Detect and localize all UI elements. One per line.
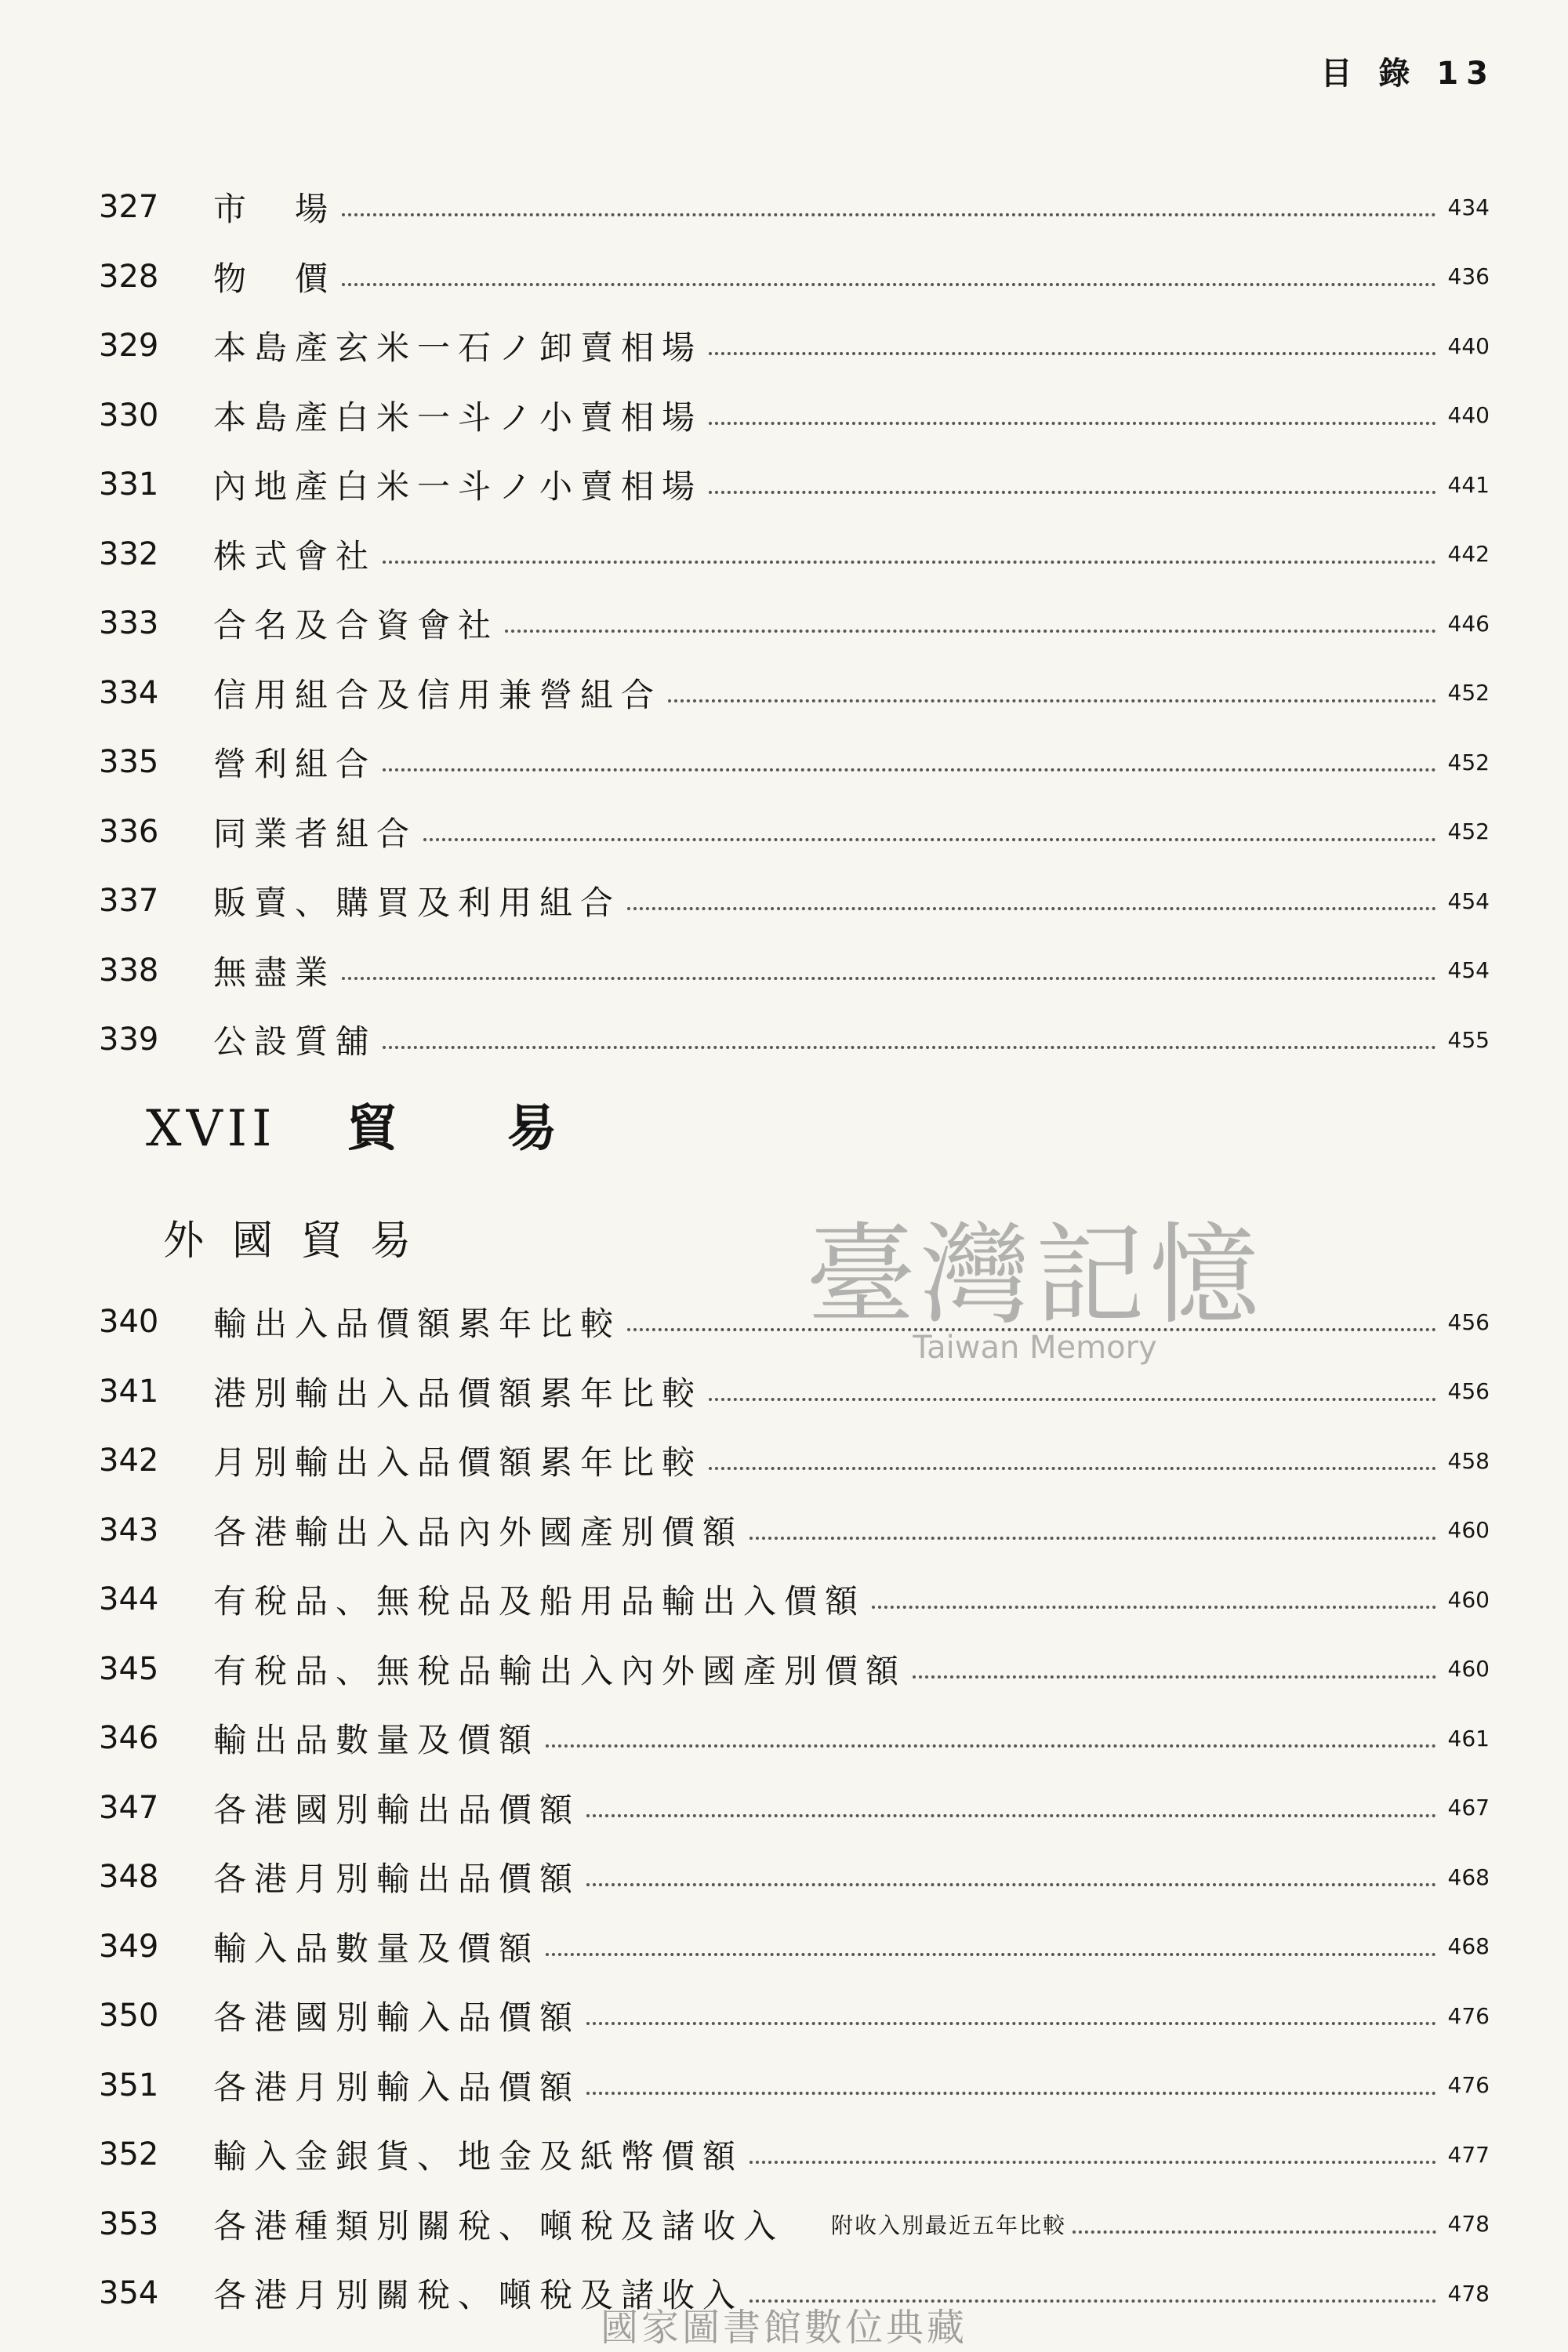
- chapter-number: XVII: [146, 1100, 277, 1158]
- toc-entry: [0, 1784, 1568, 1831]
- entry-title: 各港月別輸入品價額: [213, 2067, 581, 2107]
- entry-number: 353: [99, 2205, 159, 2242]
- dot-leader: [586, 2022, 1436, 2025]
- toc-entry: [0, 1992, 1568, 2039]
- toc-entry: [0, 2062, 1568, 2109]
- entry-page-number: 454: [1447, 957, 1490, 983]
- toc-entry: [0, 1923, 1568, 1970]
- entry-number: 335: [99, 744, 159, 780]
- entry-title-area: [213, 322, 1490, 369]
- entry-title: 有稅品、無稅品輸出入內外國產別價額: [213, 1651, 907, 1690]
- dot-leader: [1073, 2230, 1436, 2234]
- toc-entry: [0, 1715, 1568, 1762]
- entry-title: 販賣、購買及利用組合: [213, 884, 622, 922]
- entry-title-area: [213, 2131, 1490, 2178]
- entry-title: 無盡業: [213, 953, 336, 992]
- entry-title: 營利組合: [213, 745, 377, 783]
- toc-entry: [0, 1507, 1568, 1554]
- entry-page-number: 456: [1447, 1378, 1490, 1404]
- toc-entry: [0, 1853, 1568, 1900]
- dot-leader: [913, 1675, 1436, 1679]
- entry-title-area: [213, 1992, 1490, 2039]
- entry-title-area: [213, 877, 1490, 924]
- dot-leader: [709, 491, 1436, 494]
- entry-title-area: [213, 670, 1490, 717]
- toc-entry: [0, 947, 1568, 994]
- entry-page-number: 476: [1447, 2002, 1490, 2029]
- entry-number: 329: [99, 328, 159, 364]
- entry-page-number: 461: [1447, 1725, 1490, 1751]
- entry-page-number: 467: [1447, 1795, 1490, 1820]
- entry-page-number: 436: [1447, 263, 1490, 289]
- entry-number: 341: [99, 1373, 159, 1410]
- toc-entry: [0, 808, 1568, 855]
- entry-title: 信用組合及信用兼營組合: [213, 675, 662, 714]
- entry-number: 330: [99, 397, 159, 434]
- toc-entry: [0, 461, 1568, 508]
- entry-number: 331: [99, 466, 159, 503]
- entry-title: 港別輸出入品價額累年比較: [213, 1374, 703, 1413]
- entry-title-area: [213, 253, 1490, 300]
- toc-entry: [0, 877, 1568, 924]
- dot-leader: [627, 1328, 1436, 1331]
- entry-title-area: [213, 1016, 1490, 1063]
- entry-title: 輸出品數量及價額: [213, 1721, 540, 1759]
- entry-page-number: 440: [1447, 332, 1490, 359]
- entry-title-area: [213, 1576, 1490, 1623]
- entry-title: 公設質舖: [213, 1022, 377, 1061]
- entry-title-area: [213, 1784, 1490, 1831]
- entry-page-number: 440: [1447, 402, 1490, 428]
- dot-leader: [423, 838, 1436, 841]
- entry-title-area: [213, 2201, 1490, 2248]
- entry-title: 各港種類別關稅、噸稅及諸收入: [213, 2206, 785, 2245]
- dot-leader: [586, 1814, 1436, 1817]
- toc-entry: [0, 253, 1568, 300]
- entry-number: 345: [99, 1650, 159, 1687]
- entry-page-number: 454: [1447, 887, 1490, 914]
- entry-page-number: 434: [1447, 194, 1490, 220]
- entry-title-area: [213, 947, 1490, 994]
- dot-leader: [586, 1883, 1436, 1886]
- entry-title-area: [213, 808, 1490, 855]
- entry-number: 354: [99, 2275, 159, 2311]
- page-header: 目 錄 13: [1320, 56, 1496, 92]
- entry-title-area: [213, 1507, 1490, 1554]
- dot-leader: [750, 1537, 1436, 1540]
- entry-title-area: [213, 1437, 1490, 1484]
- dot-leader: [709, 352, 1436, 355]
- toc-entry: [0, 670, 1568, 717]
- entry-title-area: [213, 531, 1490, 578]
- toc-entry: [0, 1298, 1568, 1345]
- entry-page-number: 452: [1447, 818, 1490, 844]
- dot-leader: [505, 630, 1436, 633]
- entry-title-area: [213, 183, 1490, 230]
- toc-entry: [0, 2131, 1568, 2178]
- entry-title-area: [213, 1715, 1490, 1762]
- chapter-heading: [146, 1088, 666, 1160]
- watermark-cn: 臺灣記憶: [805, 1212, 1264, 1340]
- entry-page-number: 452: [1447, 680, 1490, 706]
- toc-entry: [0, 392, 1568, 439]
- toc-entry: [0, 1437, 1568, 1484]
- entry-number: 350: [99, 1998, 159, 2034]
- dot-leader: [750, 2161, 1436, 2164]
- entry-page-number: 468: [1447, 1933, 1490, 1959]
- entry-number: 349: [99, 1928, 159, 1965]
- entry-number: 342: [99, 1443, 159, 1479]
- entry-page-number: 446: [1447, 610, 1490, 637]
- entry-title: 各港國別輸入品價額: [213, 1998, 581, 2037]
- toc-entry: [0, 739, 1568, 786]
- dot-leader: [709, 1398, 1436, 1401]
- entry-number: 336: [99, 813, 159, 850]
- entry-title-area: [213, 1646, 1490, 1693]
- entry-title-area: [213, 739, 1490, 786]
- entry-title-area: [213, 600, 1490, 647]
- toc-entry: [0, 2201, 1568, 2248]
- dot-leader: [546, 1953, 1436, 1956]
- watermark-en: Taiwan Memory: [913, 1330, 1157, 1366]
- toc-entry: [0, 1368, 1568, 1415]
- entry-title: 各港國別輸出品價額: [213, 1790, 581, 1829]
- entry-title: 輸出入品價額累年比較: [213, 1305, 622, 1343]
- entry-title: 本島產白米一斗ノ小賣相場: [213, 397, 703, 437]
- entry-number: 327: [99, 189, 159, 225]
- entry-number: 339: [99, 1022, 159, 1058]
- entry-number: 346: [99, 1720, 159, 1756]
- entry-title: 同業者組合: [213, 814, 418, 853]
- entry-title: 合名及合資會社: [213, 606, 499, 644]
- entry-page-number: 458: [1447, 1447, 1490, 1474]
- entry-number: 351: [99, 2067, 159, 2103]
- entry-note: 附收入別最近五年比較: [831, 2212, 1067, 2238]
- dot-leader: [342, 977, 1436, 980]
- entry-number: 338: [99, 952, 159, 989]
- entry-title-area: [213, 392, 1490, 439]
- entry-page-number: 460: [1447, 1586, 1490, 1613]
- footer-watermark: 國家圖書館數位典藏: [600, 2306, 967, 2350]
- entry-page-number: 476: [1447, 2072, 1490, 2098]
- entry-title-area: [213, 1368, 1490, 1415]
- dot-leader: [342, 283, 1436, 286]
- entry-number: 332: [99, 535, 159, 572]
- toc-entry: [0, 531, 1568, 578]
- dot-leader: [383, 768, 1436, 771]
- entry-title-area: [213, 1853, 1490, 1900]
- entry-page-number: 452: [1447, 749, 1490, 775]
- entry-title: 市 場: [213, 190, 336, 228]
- entry-title: 內地產白米一斗ノ小賣相場: [213, 467, 703, 506]
- entry-title: 輸入品數量及價額: [213, 1929, 540, 1968]
- entry-number: 337: [99, 883, 159, 919]
- dot-leader: [383, 561, 1436, 564]
- entry-number: 333: [99, 605, 159, 641]
- dot-leader: [709, 422, 1436, 425]
- entry-title-area: [213, 1923, 1490, 1970]
- entry-number: 343: [99, 1512, 159, 1548]
- entry-number: 344: [99, 1581, 159, 1617]
- dot-leader: [383, 1046, 1436, 1049]
- dot-leader: [342, 213, 1436, 216]
- entry-page-number: 456: [1447, 1308, 1490, 1335]
- dot-leader: [627, 907, 1436, 910]
- entry-number: 334: [99, 674, 159, 711]
- entry-page-number: 460: [1447, 1656, 1490, 1682]
- entry-page-number: 441: [1447, 471, 1490, 498]
- entry-title-area: [213, 2062, 1490, 2109]
- dot-leader: [709, 1467, 1436, 1470]
- entry-title: 月別輸出入品價額累年比較: [213, 1443, 703, 1482]
- toc-entry: [0, 1576, 1568, 1623]
- entry-title: 株式會社: [213, 536, 377, 575]
- entry-title-area: [213, 1298, 1490, 1345]
- toc-entry: [0, 600, 1568, 647]
- dot-leader: [586, 2092, 1436, 2095]
- entry-page-number: 478: [1447, 2280, 1490, 2307]
- chapter-title: 貿易: [347, 1099, 667, 1158]
- entry-page-number: 460: [1447, 1517, 1490, 1543]
- entry-page-number: 477: [1447, 2141, 1490, 2168]
- subsection-heading: 外國貿易: [163, 1218, 440, 1265]
- dot-leader: [668, 699, 1436, 702]
- toc-entry: [0, 183, 1568, 230]
- toc-entry: [0, 322, 1568, 369]
- entry-title: 各港月別關稅、噸稅及諸收入: [213, 2276, 744, 2314]
- entry-title: 有稅品、無稅品及船用品輸出入價額: [213, 1582, 866, 1621]
- entry-page-number: 442: [1447, 541, 1490, 567]
- entry-number: 352: [99, 2136, 159, 2172]
- entry-number: 348: [99, 1859, 159, 1895]
- toc-entry: [0, 1016, 1568, 1063]
- entry-title: 本島產玄米一石ノ卸賣相場: [213, 328, 703, 367]
- entry-title: 物 價: [213, 259, 336, 298]
- dot-leader: [546, 1744, 1436, 1748]
- dot-leader: [872, 1606, 1436, 1609]
- entry-number: 328: [99, 258, 159, 295]
- entry-title: 各港輸出入品內外國產別價額: [213, 1512, 744, 1552]
- entry-number: 340: [99, 1304, 159, 1340]
- entry-page-number: 478: [1447, 2211, 1490, 2237]
- entry-page-number: 455: [1447, 1026, 1490, 1053]
- entry-title: 輸入金銀貨、地金及紙幣價額: [213, 2137, 744, 2176]
- entry-page-number: 468: [1447, 1864, 1490, 1890]
- entry-title-area: [213, 461, 1490, 508]
- toc-entry: [0, 1646, 1568, 1693]
- entry-number: 347: [99, 1789, 159, 1826]
- entry-title: 各港月別輸出品價額: [213, 1860, 581, 1898]
